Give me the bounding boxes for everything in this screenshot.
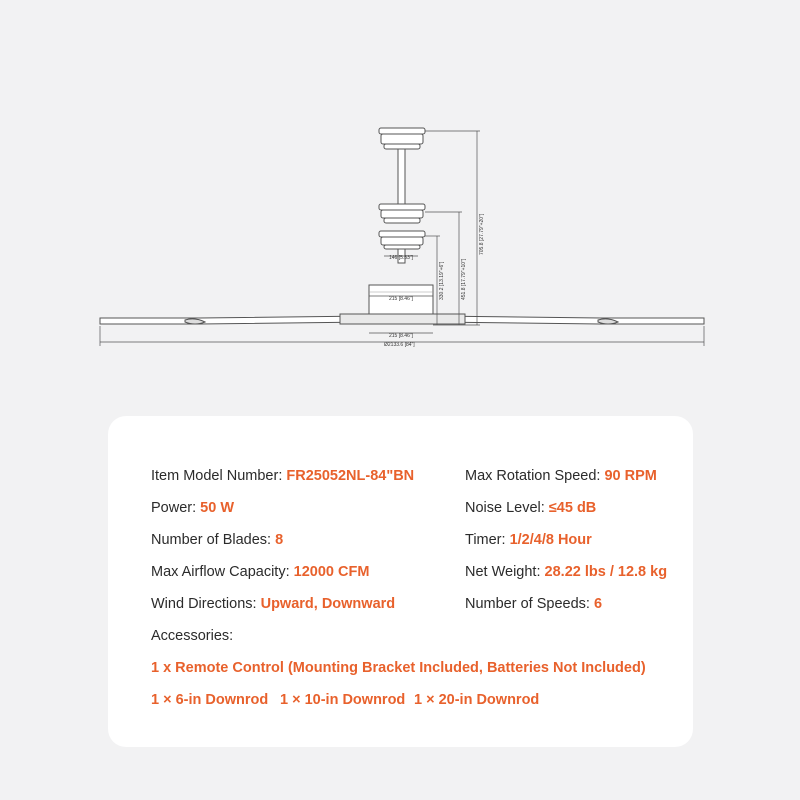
height-mid-label: 451.8 [17.79"+10"] [461, 258, 467, 300]
spec-rotation: Max Rotation Speed: 90 RPM [465, 468, 657, 484]
spec-card [108, 416, 693, 747]
rod-width-label: 146 [5.53"] [389, 255, 414, 261]
accessories-label: Accessories: [151, 628, 234, 644]
spec-model: Item Model Number: FR25052NL-84"BN [151, 468, 415, 484]
accessory-downrod-20: 1 × 20-in Downrod [414, 692, 540, 708]
spec-airflow: Max Airflow Capacity: 12000 CFM [151, 564, 370, 580]
accessory-remote: 1 x Remote Control (Mounting Bracket Included, Batteries Not Included) [151, 660, 646, 676]
height-short-label: 330.2 [13.19"+6"] [439, 261, 445, 300]
spec-power: Power: 50 W [151, 500, 235, 516]
fan-blades [100, 314, 704, 324]
lower-housing [379, 231, 425, 249]
motor-width-label: 215 [8.46"] [389, 333, 414, 339]
spec-speeds: Number of Speeds: 6 [465, 596, 603, 612]
accessory-downrod-10: 1 × 10-in Downrod [280, 692, 406, 708]
downrod [398, 149, 405, 204]
upper-housing [379, 204, 425, 223]
spec-timer: Timer: 1/2/4/8 Hour [465, 532, 592, 548]
spec-wind: Wind Directions: Upward, Downward [151, 596, 396, 612]
height-tall-label: 705.8 [27.79"+20"] [479, 213, 485, 255]
spec-weight: Net Weight: 28.22 lbs / 12.8 kg [465, 564, 668, 580]
spec-noise: Noise Level: ≤45 dB [465, 500, 597, 516]
ceiling-canopy [379, 128, 425, 149]
accessory-downrod-6: 1 × 6-in Downrod [151, 692, 269, 708]
spec-blades: Number of Blades: 8 [151, 532, 284, 548]
base-width-label: 215 [8.46"] [389, 296, 414, 302]
span-label: Ø2133.6 [84"] [384, 342, 415, 348]
